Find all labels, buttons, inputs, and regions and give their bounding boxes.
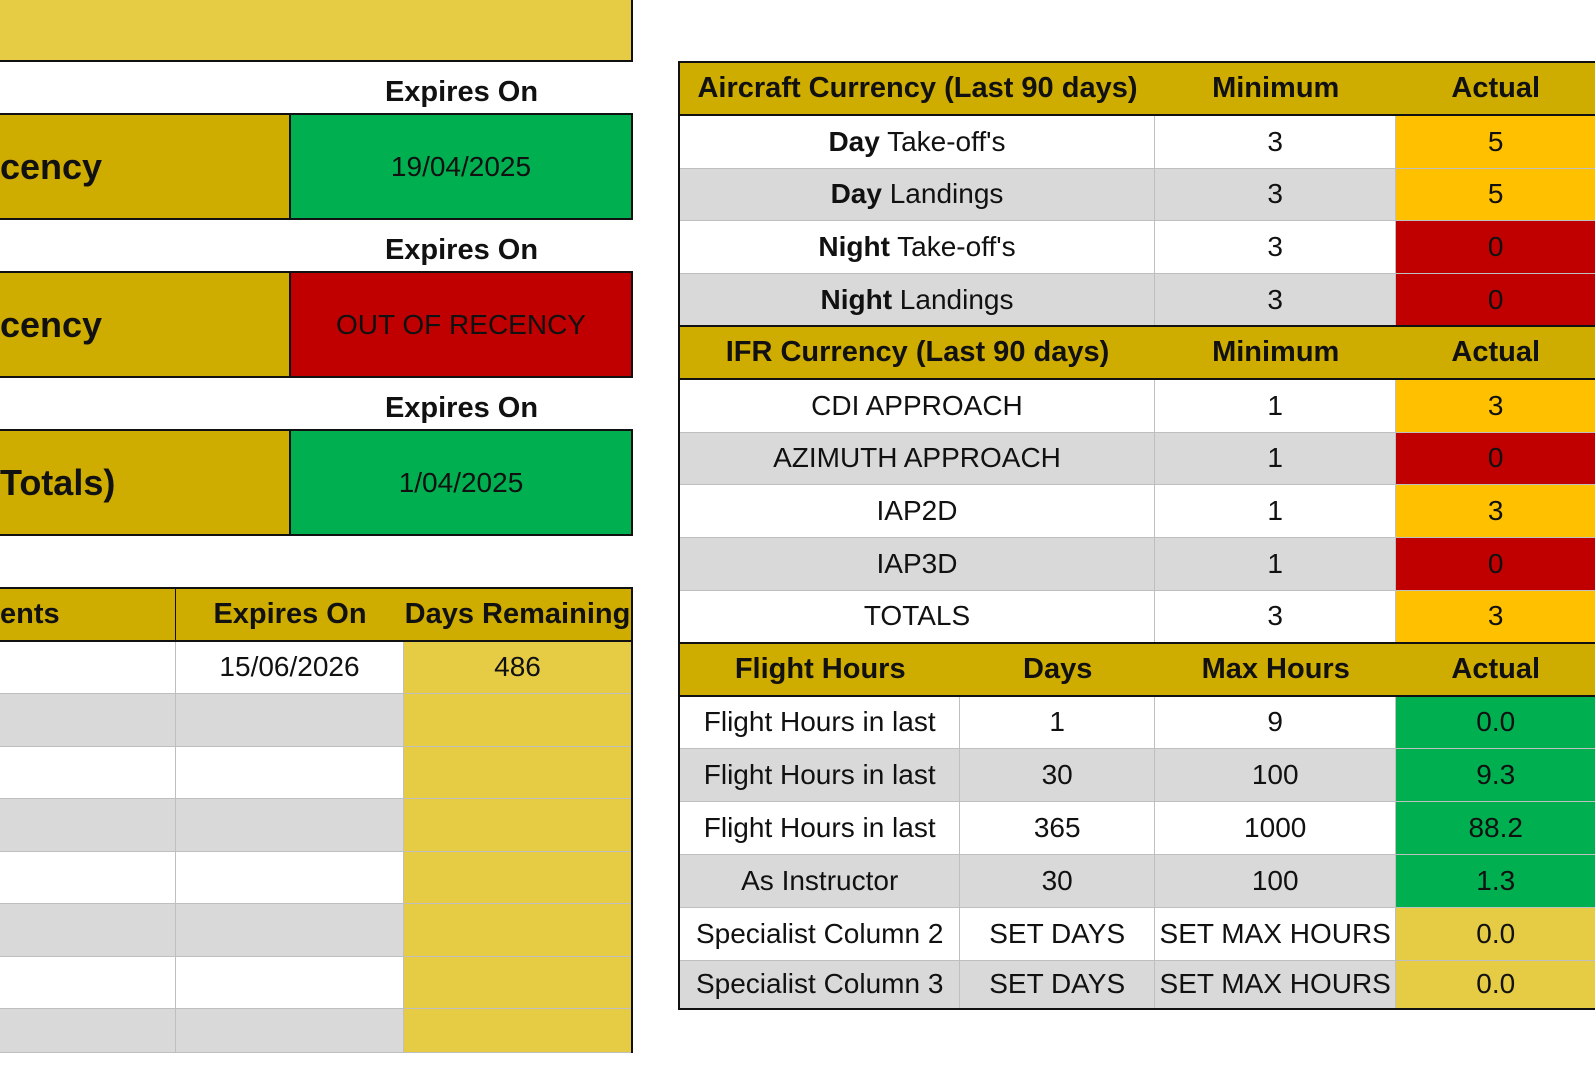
label-rest: Landings — [881, 178, 1004, 210]
currency-table — [678, 61, 1595, 1010]
aircraft-currency-title: Aircraft Currency (Last 90 days) — [697, 71, 1138, 104]
recency-expiry-value: 19/04/2025 — [289, 113, 633, 220]
column-header-actual: Actual — [1451, 71, 1541, 104]
cell-days[interactable]: 30 — [960, 855, 1155, 907]
cell-minimum[interactable]: 3 — [1155, 116, 1396, 168]
flight-hours-header — [680, 644, 1595, 697]
recency-title-text: cency — [0, 145, 103, 187]
cell-days[interactable]: SET DAYS — [960, 961, 1155, 1008]
recency-expiry-value: OUT OF RECENCY — [289, 271, 633, 378]
cell-label: Flight Hours in last — [680, 697, 960, 749]
recency-title-text: Totals) — [0, 461, 116, 503]
cell-label — [680, 116, 1155, 168]
cell-name[interactable] — [0, 694, 176, 746]
cell-days[interactable] — [404, 799, 631, 851]
cell-max-hours[interactable]: 100 — [1155, 855, 1396, 907]
cell-actual: 3 — [1396, 591, 1595, 642]
table-row[interactable] — [680, 697, 1595, 750]
cell-actual: 3 — [1396, 485, 1595, 537]
table-row[interactable] — [0, 747, 631, 800]
table-row[interactable] — [0, 904, 631, 957]
cell-minimum[interactable]: 1 — [1155, 485, 1396, 537]
cell-actual: 0.0 — [1396, 908, 1595, 960]
table-row[interactable] — [0, 694, 631, 747]
table-row[interactable] — [680, 380, 1595, 433]
cell-actual: 9.3 — [1396, 749, 1595, 801]
cell-days[interactable]: 365 — [960, 802, 1155, 854]
cell-label — [680, 221, 1155, 273]
cell-max-hours[interactable]: SET MAX HOURS — [1155, 961, 1396, 1008]
cell-label[interactable]: Specialist Column 2 — [680, 908, 960, 960]
cell-actual: 0 — [1396, 274, 1595, 325]
table-row[interactable] — [680, 908, 1595, 961]
cell-label[interactable]: Specialist Column 3 — [680, 961, 960, 1008]
recency-title — [0, 429, 291, 536]
cell-expires[interactable] — [176, 904, 404, 956]
flight-hours-title: Flight Hours — [734, 652, 906, 685]
column-header-max-hours: Max Hours — [1201, 652, 1350, 685]
table-row[interactable] — [0, 799, 631, 852]
table-header-row — [0, 589, 631, 642]
column-header-actual: Actual — [1451, 652, 1541, 685]
cell-minimum[interactable]: 3 — [1155, 274, 1396, 325]
table-row[interactable] — [680, 433, 1595, 486]
column-header-minimum: Minimum — [1212, 71, 1340, 104]
cell-minimum[interactable]: 3 — [1155, 591, 1396, 642]
table-row[interactable] — [0, 852, 631, 905]
ifr-currency-header — [680, 327, 1595, 380]
table-row[interactable] — [680, 274, 1595, 327]
cell-days[interactable] — [404, 957, 631, 1009]
cell-name[interactable] — [0, 747, 176, 799]
cell-label: Flight Hours in last — [680, 802, 960, 854]
cell-label: Flight Hours in last — [680, 749, 960, 801]
cell-max-hours[interactable]: 1000 — [1155, 802, 1396, 854]
table-row[interactable] — [680, 485, 1595, 538]
cell-name[interactable] — [0, 957, 176, 1009]
ifr-currency-title: IFR Currency (Last 90 days) — [725, 335, 1110, 368]
recency-expiry-value: 1/04/2025 — [289, 429, 633, 536]
cell-label: As Instructor — [680, 855, 960, 907]
cell-label: IAP3D — [680, 538, 1155, 590]
cell-name[interactable] — [0, 799, 176, 851]
cell-name[interactable] — [0, 1009, 176, 1052]
cell-max-hours[interactable]: 9 — [1155, 697, 1396, 749]
cell-days[interactable] — [404, 694, 631, 746]
expires-on-label: Expires On — [384, 75, 539, 108]
cell-label: TOTALS — [680, 591, 1155, 642]
cell-expires[interactable] — [176, 957, 404, 1009]
cell-max-hours[interactable]: SET MAX HOURS — [1155, 908, 1396, 960]
cell-actual: 0 — [1396, 538, 1595, 590]
column-header-minimum: Minimum — [1212, 335, 1340, 368]
cell-minimum[interactable]: 1 — [1155, 380, 1396, 432]
cell-expires[interactable] — [176, 852, 404, 904]
top-banner — [0, 0, 633, 62]
cell-days[interactable]: 486 — [404, 642, 631, 694]
cell-minimum[interactable]: 3 — [1155, 169, 1396, 221]
label-bold: Night — [820, 283, 893, 315]
cell-label — [680, 169, 1155, 221]
cell-days[interactable]: SET DAYS — [960, 908, 1155, 960]
label-bold: Day — [830, 178, 882, 210]
cell-days[interactable] — [404, 904, 631, 956]
table-row[interactable] — [0, 957, 631, 1010]
table-row[interactable] — [680, 749, 1595, 802]
label-rest: Landings — [892, 283, 1014, 315]
cell-name[interactable] — [0, 642, 176, 694]
label-rest: Take-off's — [889, 231, 1016, 263]
cell-days[interactable] — [404, 747, 631, 799]
expires-on-label: Expires On — [384, 391, 539, 424]
table-row-totals[interactable] — [680, 591, 1595, 644]
cell-name[interactable] — [0, 904, 176, 956]
recency-title — [0, 113, 291, 220]
cell-actual: 3 — [1396, 380, 1595, 432]
cell-expires[interactable] — [176, 799, 404, 851]
cell-actual: 0 — [1396, 221, 1595, 273]
cell-label — [680, 274, 1155, 325]
table-row[interactable] — [680, 538, 1595, 591]
table-row[interactable] — [680, 961, 1595, 1008]
column-header-days: Days — [1023, 652, 1093, 685]
cell-actual: 0.0 — [1396, 961, 1595, 1008]
table-row[interactable] — [0, 1009, 631, 1053]
aircraft-currency-header — [680, 63, 1595, 116]
column-header-days-remaining: Days Remaining — [404, 597, 631, 630]
table-row[interactable] — [680, 802, 1595, 855]
label-rest: Take-off's — [879, 125, 1006, 157]
cell-label: IAP2D — [680, 485, 1155, 537]
cell-max-hours[interactable]: 100 — [1155, 749, 1396, 801]
recency-title — [0, 271, 291, 378]
cell-days[interactable]: 1 — [960, 697, 1155, 749]
column-header-name: ents — [0, 589, 176, 640]
cell-actual: 0.0 — [1396, 697, 1595, 749]
endorsements-table — [0, 587, 633, 1053]
cell-actual: 0 — [1396, 433, 1595, 485]
label-bold: Day — [828, 125, 880, 157]
cell-days[interactable]: 30 — [960, 749, 1155, 801]
cell-expires[interactable] — [176, 694, 404, 746]
cell-minimum[interactable]: 1 — [1155, 433, 1396, 485]
cell-actual: 88.2 — [1396, 802, 1595, 854]
column-header-expires: Expires On — [213, 597, 367, 630]
cell-days[interactable] — [404, 1009, 631, 1052]
recency-title-text: cency — [0, 303, 103, 345]
cell-actual: 5 — [1396, 169, 1595, 221]
cell-minimum[interactable]: 1 — [1155, 538, 1396, 590]
cell-actual: 5 — [1396, 116, 1595, 168]
cell-actual: 1.3 — [1396, 855, 1595, 907]
cell-expires[interactable]: 15/06/2026 — [176, 642, 404, 694]
table-row[interactable] — [0, 642, 631, 695]
expires-on-label: Expires On — [384, 233, 539, 266]
cell-label: AZIMUTH APPROACH — [680, 433, 1155, 485]
table-row[interactable] — [680, 221, 1595, 274]
table-row[interactable] — [680, 169, 1595, 222]
cell-expires[interactable] — [176, 1009, 404, 1052]
table-row[interactable] — [680, 855, 1595, 908]
cell-name[interactable] — [0, 852, 176, 904]
table-row[interactable] — [680, 116, 1595, 169]
cell-expires[interactable] — [176, 747, 404, 799]
column-header-actual: Actual — [1451, 335, 1541, 368]
cell-label: CDI APPROACH — [680, 380, 1155, 432]
cell-minimum[interactable]: 3 — [1155, 221, 1396, 273]
label-bold: Night — [818, 231, 890, 263]
cell-days[interactable] — [404, 852, 631, 904]
